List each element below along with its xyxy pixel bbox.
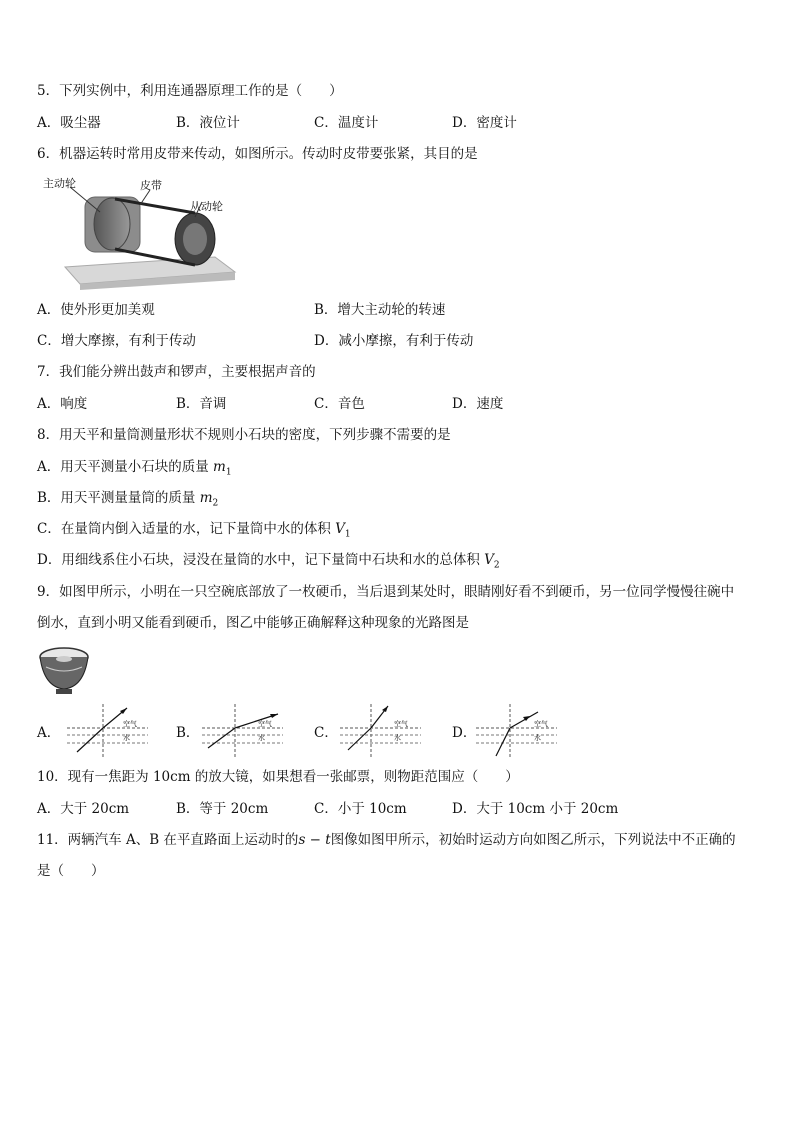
q8-option-a: A．用天平测量小石块的质量 $m_1$ [37,459,232,478]
q5-stem: 5．下列实例中，利用连通器原理工作的是（ ） [37,83,343,99]
q10-option-a: A．大于 20cm [37,801,130,817]
q5-option-c: C．温度计 [314,115,379,131]
ray-diagram-c [338,702,423,760]
q5-option-d: D．密度计 [452,115,517,131]
q5-option-b: B．液位计 [176,115,240,131]
q10-option-b: B．等于 20cm [176,801,269,817]
ray-d-water-label: 水 [534,734,541,742]
q9-stem-line2: 倒水，直到小明又能看到硬币，图乙中能够正确解释这种现象的光路图是 [37,615,469,631]
bowl-figure [38,645,90,697]
q6-option-d: D．减小摩擦，有利于传动 [314,333,474,349]
ray-a-air-label: 空气 [123,720,137,728]
q7-option-b: B．音调 [176,396,227,412]
q9-option-b: B． [176,725,200,741]
q7-option-d: D．速度 [452,396,504,412]
q6-option-b: B．增大主动轮的转速 [314,302,446,318]
q7-stem: 7．我们能分辨出鼓声和锣声，主要根据声音的 [37,364,316,380]
q9-option-d: D． [452,725,477,741]
q9-option-c: C． [314,725,338,741]
ray-diagram-b [200,702,285,760]
ray-d-air-label: 空气 [534,720,548,728]
ray-b-water-label: 水 [258,734,265,742]
q8-option-d: D．用细线系住小石块，浸没在量筒的水中，记下量筒中石块和水的总体积 $V_2$ [37,552,500,571]
ray-diagram-a [65,702,150,760]
ray-diagram-d [474,702,559,760]
q9-stem-line1: 9．如图甲所示，小明在一只空碗底部放了一枚硬币，当后退到某处时，眼睛刚好看不到硬币，另一位同学慢慢往碗中 [37,584,735,600]
q10-option-c: C．小于 10cm [314,801,407,817]
q8-option-c: C．在量筒内倒入适量的水，记下量筒中水的体积 $V_1$ [37,521,351,540]
belt-drive-figure [40,172,250,290]
q5-option-a: A．吸尘器 [37,115,101,131]
q11-stem-line2: 是（ ） [37,863,105,879]
ray-c-water-label: 水 [394,734,401,742]
ray-a-water-label: 水 [123,734,130,742]
q9-option-a: A． [37,725,61,741]
belt-label: 皮带 [140,179,162,192]
q8-option-b: B．用天平测量量筒的质量 $m_2$ [37,490,219,509]
q10-option-d: D．大于 10cm 小于 20cm [452,801,619,817]
q6-option-a: A．使外形更加美观 [37,302,155,318]
driver-wheel-label: 主动轮 [43,177,76,190]
q6-stem: 6．机器运转时常用皮带来传动，如图所示。传动时皮带要张紧，其目的是 [37,146,478,162]
q8-stem: 8．用天平和量筒测量形状不规则小石块的密度，下列步骤不需要的是 [37,427,451,443]
q7-option-c: C．音色 [314,396,365,412]
ray-c-air-label: 空气 [394,720,408,728]
ray-b-air-label: 空气 [258,720,272,728]
q7-option-a: A．响度 [37,396,88,412]
driven-wheel-label: 从动轮 [190,200,223,213]
q6-option-c: C．增大摩擦，有利于传动 [37,333,196,349]
q11-stem-line1: 11．两辆汽车 A、B 在平直路面上运动时的s − t图像如图甲所示，初始时运动方向如图乙所示，下列说法中不正确的 [37,832,736,848]
q10-stem: 10．现有一焦距为 10cm 的放大镜，如果想看一张邮票，则物距范围应（ ） [37,769,519,785]
